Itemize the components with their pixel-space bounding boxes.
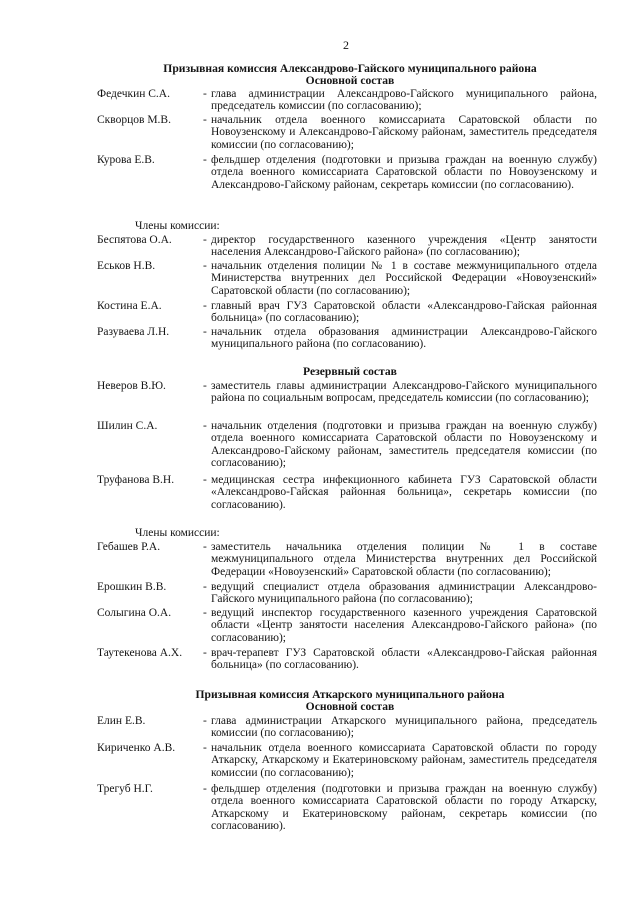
entry-description: заместитель главы администрации Александрово-Гайского муниципального района по социальным вопросам, председатель комиссии (по согласованию); [211,380,597,405]
entry-description: фельдшер отделения (подготовки и призыва граждан на военную службу) отдела военного комиссариата Саратовской области по городу Аткарску, Аткарскому и Екатериновскому районам, секретарь комиссии (по согласованию). [211,783,597,833]
section-heading-reserve: Резервный состав [303,365,397,378]
entry-dash: - [203,88,207,100]
entry-dash: - [203,260,207,272]
members-label: Члены комиссии: [135,220,220,232]
entry-description: начальник отделения (подготовки и призыва граждан на военную службу) отдела военного комиссариата Саратовской области по Новоузенскому и Александрово-Гайскому районам, заместитель председателя комиссии (по согласованию); [211,420,597,470]
entry-dash: - [203,234,207,246]
entry-name: Костина Е.А. [97,300,162,312]
section-heading-main: Основной состав [305,700,395,713]
entry-dash: - [203,300,207,312]
entry-description: фельдшер отделения (подготовки и призыва граждан на военную службу) отдела военного комиссариата Саратовской области по Новоузенскому и Александрово-Гайскому районам, секретарь комиссии (по согласованию). [211,154,597,191]
entry-dash: - [203,114,207,126]
entry-dash: - [203,581,207,593]
entry-description: начальник отдела военного комиссариата Саратовской области по городу Аткарску, Аткарскому и Екатериновскому районам, заместитель председателя комиссии (по согласованию); [211,742,597,779]
entry-dash: - [203,420,207,432]
entry-dash: - [203,715,207,727]
entry-dash: - [203,380,207,392]
entry-name: Гебашев Р.А. [97,541,161,553]
entry-name: Таутекенова А.Х. [97,647,183,659]
entry-name: Ерошкин В.В. [97,581,167,593]
entry-name: Кириченко А.В. [97,742,176,754]
section-heading-main: Основной состав [305,74,395,87]
entry-name: Елин Е.В. [97,715,146,727]
entry-description: ведущий специалист отдела образования администрации Александрово-Гайского муниципального района (по согласованию); [211,581,597,606]
entry-description: заместитель начальника отделения полиции № 1 в составе межмуниципального отдела Министерства внутренних дел Российской Федерации «Новоузенский» Саратовской области (по согласованию); [211,541,597,578]
entry-name: Беспятова О.А. [97,234,172,246]
entry-name: Шилин С.А. [97,420,158,432]
entry-dash: - [203,647,207,659]
entry-name: Федечкин С.А. [97,88,170,100]
entry-description: ведущий инспектор государственного казенного учреждения Саратовской области «Центр занятости населения Александрово-Гайского района» (по согласованию); [211,607,597,644]
entry-description: главный врач ГУЗ Саратовской области «Александрово-Гайская районная больница» (по согласованию); [211,300,597,325]
entry-name: Скворцов М.В. [97,114,171,126]
entry-description: глава администрации Александрово-Гайского муниципального района, председатель комиссии (по согласованию); [211,88,597,113]
entry-dash: - [203,326,207,338]
entry-dash: - [203,607,207,619]
entry-dash: - [203,154,207,166]
entry-name: Солыгина О.А. [97,607,172,619]
entry-name: Труфанова В.Н. [97,474,175,486]
entry-dash: - [203,541,207,553]
entry-name: Курова Е.В. [97,154,155,166]
entry-description: директор государственного казенного учреждения «Центр занятости населения Александрово-Гайского района» (по согласованию); [211,234,597,259]
entry-dash: - [203,474,207,486]
entry-name: Трегуб Н.Г. [97,783,153,795]
entry-description: медицинская сестра инфекционного кабинета ГУЗ Саратовской области «Александрово-Гайская районная больница», секретарь комиссии (по согласованию). [211,474,597,511]
entry-name: Разуваева Л.Н. [97,326,170,338]
commission-title: Призывная комиссия Аткарского муниципального района [195,688,505,701]
entry-description: врач-терапевт ГУЗ Саратовской области «Александрово-Гайская районная больница» (по согласованию). [211,647,597,672]
entry-name: Неверов В.Ю. [97,380,166,392]
page-number: 2 [343,38,349,52]
entry-description: начальник отдела образования администрации Александрово-Гайского муниципального района (по согласованию). [211,326,597,351]
members-label: Члены комиссии: [135,527,220,539]
entry-dash: - [203,742,207,754]
entry-dash: - [203,783,207,795]
commission-title: Призывная комиссия Александрово-Гайского муниципального района [163,62,537,75]
entry-description: глава администрации Аткарского муниципального района, председатель комиссии (по согласованию); [211,715,597,740]
entry-description: начальник отдела военного комиссариата Саратовской области по Новоузенскому и Александрово-Гайскому районам, заместитель председателя комиссии (по согласованию); [211,114,597,151]
entry-description: начальник отделения полиции № 1 в составе межмуниципального отдела Министерства внутренних дел Российской Федерации «Новоузенский» Саратовской области (по согласованию); [211,260,597,297]
entry-name: Еськов Н.В. [97,260,156,272]
